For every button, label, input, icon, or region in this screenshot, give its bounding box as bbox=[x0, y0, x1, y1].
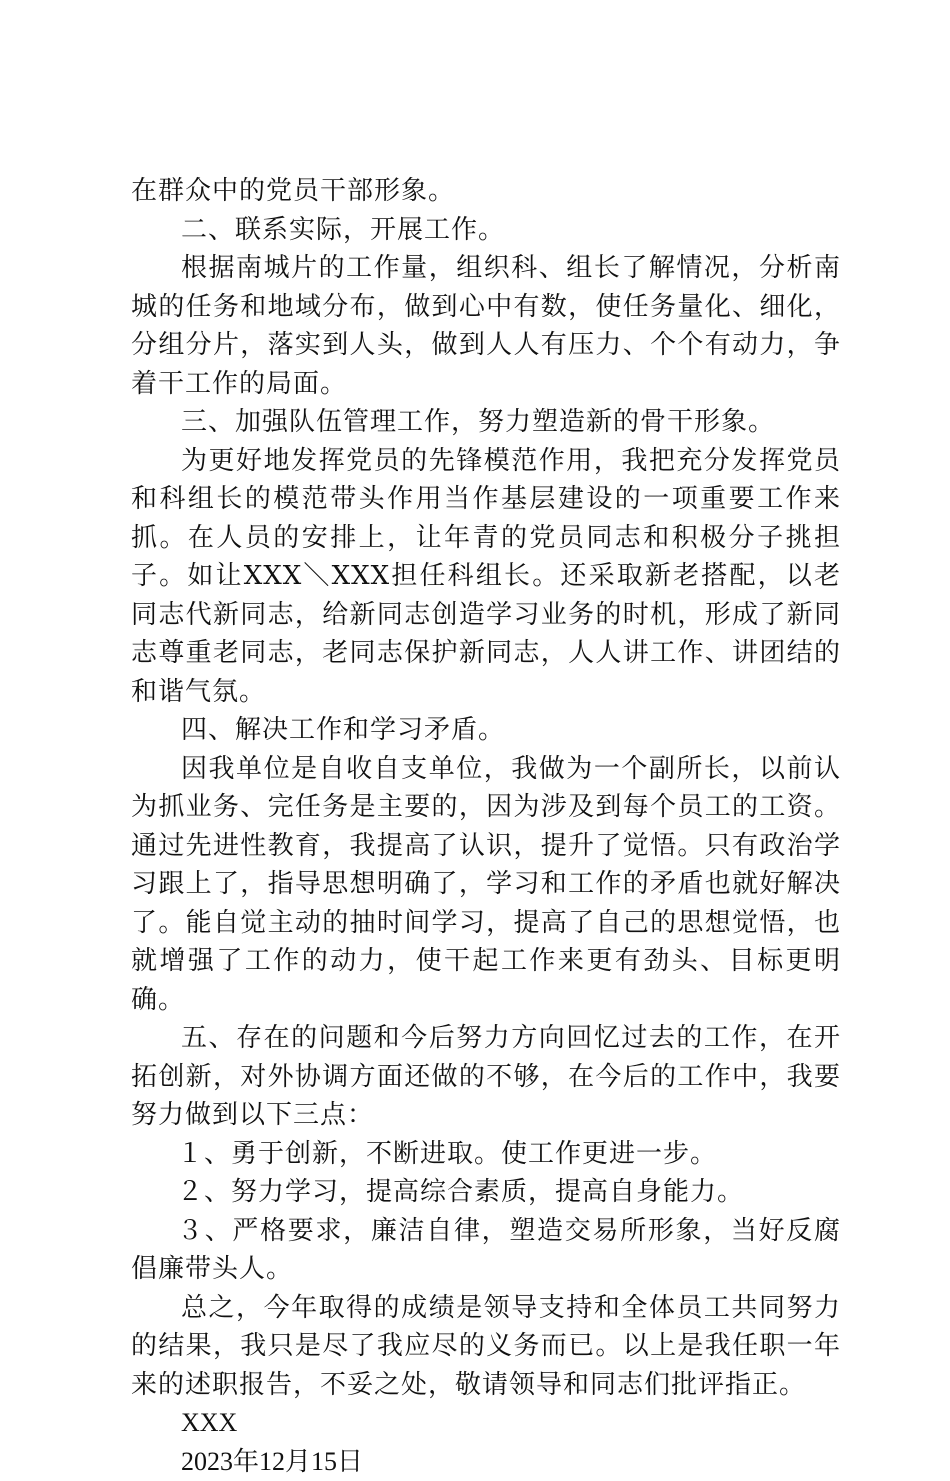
paragraph-section-2: 根据南城片的工作量，组织科、组长了解情况，分析南城的任务和地域分布，做到心中有数，使任务量化、细化，分组分片，落实到人头，做到人人有压力、个个有动力，争着干工作的局面。 bbox=[131, 249, 841, 403]
list-item-3: ３、严格要求，廉洁自律，塑造交易所形象，当好反腐倡廉带头人。 bbox=[131, 1212, 841, 1289]
paragraph-continuation: 在群众中的党员干部形象。 bbox=[131, 172, 841, 211]
heading-section-4: 四、解决工作和学习矛盾。 bbox=[131, 711, 841, 750]
heading-section-3: 三、加强队伍管理工作，努力塑造新的骨干形象。 bbox=[131, 403, 841, 442]
heading-section-2: 二、联系实际，开展工作。 bbox=[131, 211, 841, 250]
list-item-1: １、勇于创新，不断进取。使工作更进一步。 bbox=[131, 1135, 841, 1174]
paragraph-section-4: 因我单位是自收自支单位，我做为一个副所长，以前认为抓业务、完任务是主要的，因为涉及到每个员工的工资。通过先进性教育，我提高了认识，提升了觉悟。只有政治学习跟上了，指导思想明确了，学习和工作的矛盾也就好解决了。能自觉主动的抽时间学习，提高了自己的思想觉悟，也就增强了工作的动力，使干起工作来更有劲头、目标更明确。 bbox=[131, 750, 841, 1020]
signature-name: XXX bbox=[131, 1404, 841, 1443]
paragraph-section-5: 五、存在的问题和今后努力方向回忆过去的工作，在开拓创新，对外协调方面还做的不够，在今后的工作中，我要努力做到以下三点： bbox=[131, 1019, 841, 1135]
list-item-2: ２、努力学习，提高综合素质，提高自身能力。 bbox=[131, 1173, 841, 1212]
signature-date: 2023年12月15日 bbox=[131, 1443, 841, 1481]
paragraph-section-3: 为更好地发挥党员的先锋模范作用，我把充分发挥党员和科组长的模范带头作用当作基层建设的一项重要工作来抓。在人员的安排上，让年青的党员同志和积极分子挑担子。如让XXX＼XXX担任科组长。还采取新老搭配，以老同志代新同志，给新同志创造学习业务的时机，形成了新同志尊重老同志，老同志保护新同志，人人讲工作、讲团结的和谐气氛。 bbox=[131, 442, 841, 712]
paragraph-conclusion: 总之，今年取得的成绩是领导支持和全体员工共同努力的结果，我只是尽了我应尽的义务而已。以上是我任职一年来的述职报告，不妥之处，敬请领导和同志们批评指正。 bbox=[131, 1289, 841, 1405]
document-body bbox=[131, 172, 841, 1481]
